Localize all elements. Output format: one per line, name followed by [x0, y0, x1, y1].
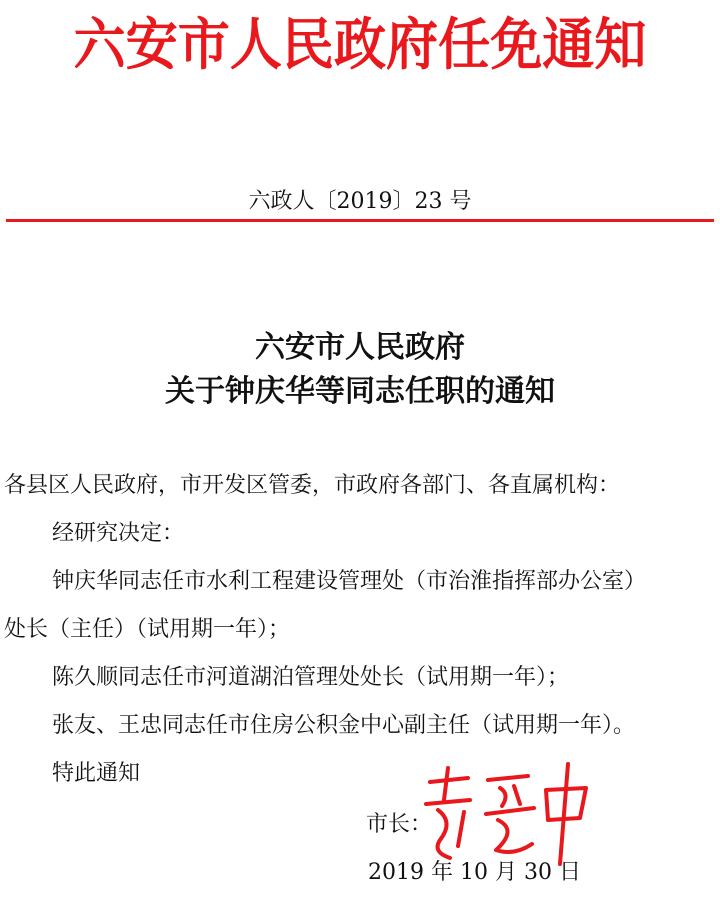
header-title: 六安市人民政府任免通知	[73, 13, 647, 78]
recipients-line: 各县区人民政府，市开发区管委，市政府各部门、各直属机构：	[4, 473, 621, 498]
handwritten-signature	[410, 760, 600, 870]
appointment-item-1-line-2: 处长（主任）（试用期一年）；	[4, 617, 291, 642]
appointment-item-3: 张友、王忠同志任市住房公积金中心副主任（试用期一年）。	[52, 713, 636, 738]
document-number: 六政人〔2019〕23 号	[248, 189, 472, 214]
issue-date: 2019 年 10 月 30 日	[368, 860, 581, 885]
appointment-item-1-line-1: 钟庆华同志任市水利工程建设管理处（市治淮指挥部办公室）	[52, 569, 647, 594]
appointment-item-2: 陈久顺同志任市河道湖泊管理处处长（试用期一年）；	[52, 665, 570, 690]
decision-intro: 经研究决定：	[52, 521, 185, 546]
closing-line: 特此通知	[52, 761, 141, 786]
mayor-label: 市长：	[366, 812, 433, 837]
notice-title-line-1: 六安市人民政府	[255, 330, 465, 365]
red-divider	[6, 219, 714, 222]
notice-title-line-2: 关于钟庆华等同志任职的通知	[165, 374, 555, 409]
notice-title	[0, 326, 720, 414]
